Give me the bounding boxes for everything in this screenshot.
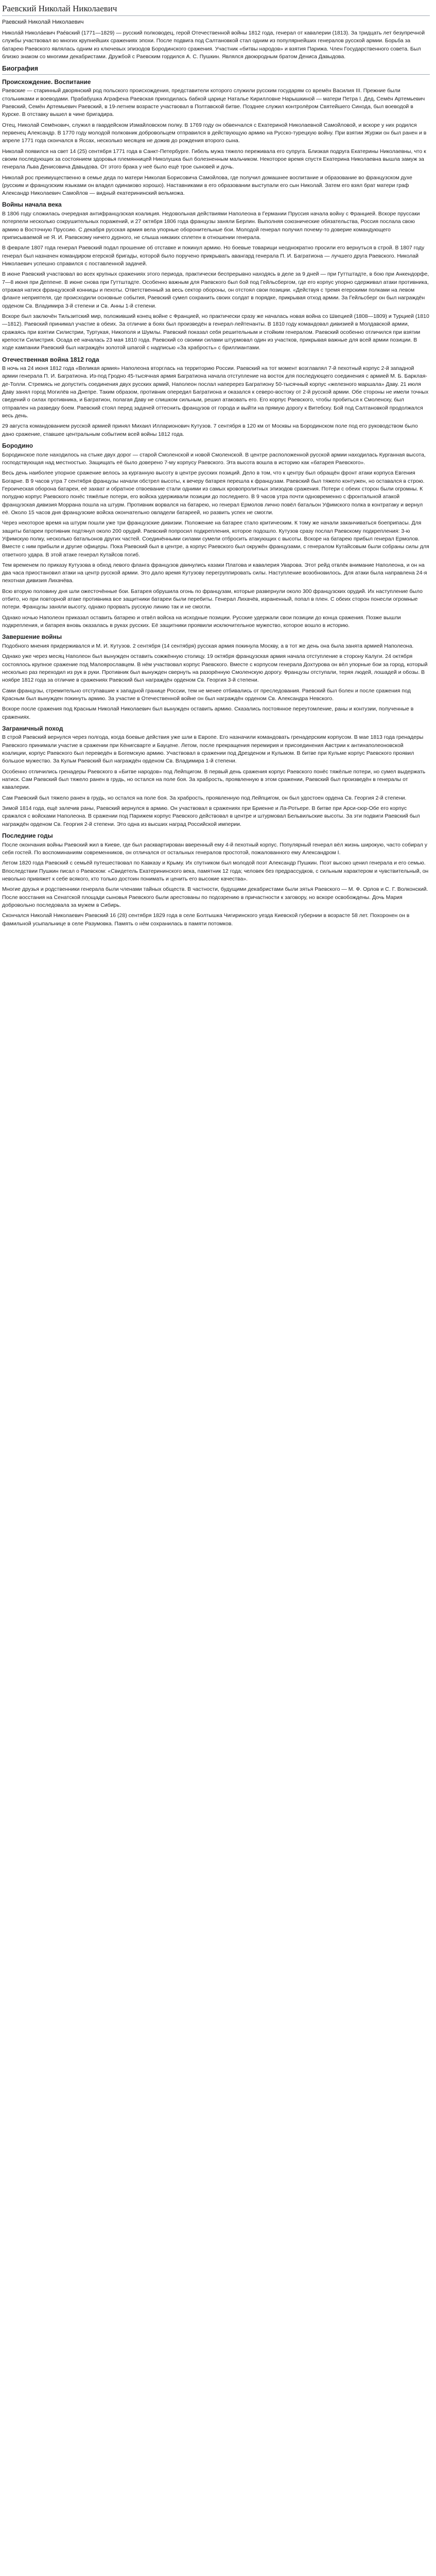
paragraph: В ночь на 24 июня 1812 года «Великая армия» Наполеона вторглась на территорию России. Раевский на тот момент возглавлял 7-й пехотный корпус 2-й западной армии генерала П. И. Багратиона. Из-под Гродно 45-тысячная армия Багратиона начала отступление на восток для последующего соединения с армией М. Б. Барклая-де-Толли. Стремясь не допустить соединения двух русских армий, Наполеон послал наперерез Багратиону 50-тысячный корпус «железного маршала» Даву. 21 июля Даву занял город Могилёв на Днепре. Таким образом, противник опередил Багратиона и оказался к северо-востоку от 2-й русской армии. Обе стороны не имели точных сведений о силах противника, и Багратион, полагая Даву не слишком сильным, решил атаковать его. Его корпус Раевского, чтобы пробиться к Смоленску, был отправлен на разведку боем. Раевский стоял перед задачей оттеснить французов от города и выйти на прямую дорогу к Витебску. Бой под Салтановкой продолжался весь день.	[2, 365, 429, 419]
paragraph: Сам Раевский был тяжело ранен в грудь, но остался на поле боя. За храбрость, проявленную под Лейпцигом, он был удостоен ордена Св. Георгия 2-й степени.	[2, 794, 407, 801]
section-heading-last-years: Последние годы	[2, 832, 53, 840]
paragraph: Отец, Николай Семёнович, служил в гвардейском Измайловском полку. В 1769 году он обвенчался с Екатериной Николаевной Самойловой, и вскоре у них родился первенец Александр. В 1770 году молодой полковник добровольцем отправился в действующую армию на Русско-турецкую войну. При взятии Журжи он был ранен и в апреле 1771 года скончался в Яссах, несколько месяцев не дожив до рождения второго сына.	[2, 122, 427, 144]
paragraph: Летом 1820 года Раевский с семьёй путешествовал по Кавказу и Крыму. Их спутником был молодой поэт Александр Пушкин. Поэт высоко ценил генерала и его семью. Впоследствии Пушкин писал о Раевском: «Свидетель Екатерининского века, памятник 12 года; человек без предрассудков, с сильным характером и чувствительный, он невольно привяжет к себе всякого, кто только достоин понимать и ценить его высокие качества».	[2, 860, 429, 882]
section-heading-origin: Происхождение. Воспитание	[2, 78, 91, 86]
paragraph: Подобного мнения придерживался и М. И. Кутузов. 2 сентября (14 сентября) русская армия покинула Москву, а в тот же день она была занята армией Наполеона.	[2, 642, 414, 649]
paragraph: Многие друзья и родственники генерала были членами тайных обществ. В частности, будущими декабристами были зятья Раевского — М. Ф. Орлов и С. Г. Волконский. После восстания на Сенатской площади сыновья Раевского были арестованы по подозрению в причастности к заговору, но вскоре освобождены. Дочь Мария добровольно последовала за мужем в Сибирь.	[2, 886, 428, 908]
paragraph: Весь день наиболее упорное сражение велось за курганную высоту в центре русских позиций. Дело в том, что к центру был обращён фронт атаки корпуса Евгения Богарне. В 9 часов утра 7 сентября французы начали обстрел высоты, к вечеру батарея перешла к французам. Раевский был тяжело контужен, но оставался в строю. Героическая оборона батареи, её захват и обратное отвоевание стали одними из самых кровопролитных эпизодов сражения. Потери с обеих сторон были огромны. К полудню корпус Раевского понёс тяжёлые потери, его войска удерживали позиции до последнего. В 9 часов утра почти одновременно с фронтальной атакой французская дивизия Моррана пошла на штурм. Противник ворвался на батарею, но генерал Ермолов лично повёл батальон Уфимского полка в контратаку и вернул её. Около 15 часов дня французские войска окончательно овладели батареей, но развить успех не смогли.	[2, 470, 425, 516]
paragraph: Вскоре был заключён Тильзитский мир, положивший конец войне с Францией, но практически сразу же началась новая война со Швецией (1808—1809) и Турцией (1810—1812). Раевский принимал участие в обеих. За отличие в боях был произведён в генерал-лейтенанты. В 1810 году командовал дивизией в Молдавской армии, сражаясь при взятии Силистрии, Туртукая, Никополя и Шумлы. Раевский показал себя решительным и стойким генералом. Раевский особенно отличился при взятии крепости Силистрия. Осада её началась 23 мая 1810 года. Раевский со своими силами штурмовал один из участков, прикрывая важные для всей армии позиции. В ходе кампании Раевский был награждён золотой шпагой с надписью «За храбрость» с бриллиантами.	[2, 313, 429, 351]
paragraph: Раевские — старинный дворянский род польского происхождения, представители которого служили русским государям со времён Василия III. Прежние были стольниками и воеводами. Прабабушка Аграфена Раевская приходилась бабкой царице Наталье Кирилловне Нарышкиной — матери Петра I. Дед, Семён Артемьевич Раевский, Семён Артемьевич Раевский, в 19-летнем возрасте участвовал в Полтавской битве. Позднее служил контролёром Святейшего Синода, был воеводой в Курске. В отставку вышел в чине бригадира.	[2, 88, 425, 118]
article-subtitle: Раевский Николай Николаевич	[2, 19, 84, 26]
paragraph: Однако уже через месяц Наполеон был вынужден оставить сожжённую столицу. 19 октября французская армия начала отступление в сторону Калуги. 24 октября состоялось крупное сражение под Малоярославцем. В нём участвовал корпус Раевского. Вместе с корпусом генерала Дохтурова он вёл упорные бои за город, который несколько раз переходил из рук в руки. Противник был вынужден свернуть на разорённую Смоленскую дорогу. Французы отступали, теряя людей, лошадей и обозы. В ноябре 1812 года за отличие в сражениях Раевский был награждён орденом Св. Георгия 3-й степени.	[2, 653, 428, 684]
paragraph: 29 августа командованием русской армией принял Михаил Илларионович Кутузов. 7 сентября в 120 км от Москвы на Бородинском поле под его руководством было дано сражение, ставшее центральным событием всей войны 1812 года.	[2, 423, 418, 437]
article-title: Раевский Николай Николаевич	[2, 3, 430, 16]
article-lead: Никола́й Никола́евич Рае́вский (1771—1829) — русский полководец, герой Отечественной войны 1812 года, генерал от кавалерии (1813). За тридцать лет безупречной службы участвовал во многих крупнейших сражениях эпохи. После подвига под Салтановкой стал одним из популярнейших генералов русской армии. Борьба за батарею Раевского являлась одним из ключевых эпизодов Бородинского сражения. Участник «битвы народов» и взятия Парижа. Член Государственного совета. Был близко знаком со многими декабристами. Дружбой с Раевским гордился А. С. Пушкин. Являлся двоюродным братом Дениса Давыдова.	[2, 30, 425, 60]
paragraph: Бородинское поле находилось на стыке двух дорог — старой Смоленской и новой Смоленской. В центре расположенной русской армии находилась Курганная высота, господствующая над местностью. Защищать её было доверено 7-му корпусу Раевского. Эта высота вошла в историю как «батарея Раевского».	[2, 451, 426, 466]
paragraph: В строй Раевский вернулся через полгода, когда боевые действия уже шли в Европе. Его назначили командовать гренадерским корпусом. В мае 1813 года гренадеры Раевского принимали участие в сражении при Кёнигсварте и Бауцене. Летом, после прекращения перемирия и присоединения Австрии к антинаполеоновской коалиции, корпус Раевского был переведён в Богемскую армию. Участвовал в сражении под Дрезденом и Кульмом. В битве при Кульме корпус Раевского проявил большое мужество. За Кульм Раевский был награждён орденом Св. Владимира 1-й степени.	[2, 734, 424, 765]
section-heading-early-war: Войны начала века	[2, 201, 62, 209]
paragraph: Тем временем по приказу Кутузова в обход левого фланга французов двинулись казаки Платова и кавалерия Уварова. Этот рейд отвлёк внимание Наполеона, и он на два часа приостановил атаки на центр русской армии. Это дало время Кутузову перегруппировать силы. Наступление возобновилось. Для атаки была направлена 24-я пехотная дивизия Лихачёва.	[2, 562, 427, 584]
paragraph: Николай появился на свет 14 (25) сентября 1771 года в Санкт-Петербурге. Гибель мужа тяжело переживала его супруга. Близкая подруга Екатерины Николаевны, что к своим последующих за состоянием здоровья племянницей Николушка был болезненным мальчиком. Некоторое время спустя Екатерина Николаевна вышла замуж за генерала Льва Денисовича Давыдова. От этого брака у неё было ещё трое сыновей и дочь.	[2, 148, 426, 171]
section-heading-borodino: Бородино	[2, 442, 33, 450]
paragraph: Скончался Николай Николаевич Раевский 16 (28) сентября 1829 года в селе Болтышка Чигиринского уезда Киевской губернии в возрасте 58 лет. Похоронен он в фамильной усыпальнице в селе Разумовка. Память о нём сохранилась в памяти потомков.	[2, 912, 410, 927]
paragraph: В 1806 году сложилась очередная антифранцузская коалиция. Недовольная действиями Наполеона в Германии Пруссия начала войну с Францией. Вскоре пруссаки потерпели несколько сокрушительных поражений, и 27 октября 1806 года французы заняли Берлин. Выполняя союзнические обязательства, Россия послала свою армию в Восточную Пруссию. С декабря русская армия вела упорные оборонительные бои. Молодой генерал получил почему-то доверие командующего приписываемой не Я. И. Раевскому ничего дурного, не слыша никаких сплетен в отношении генерала.	[2, 211, 420, 241]
paragraph: В феврале 1807 года генерал Раевский подал прошение об отставке и покинул армию. Но боевые товарищи неоднократно просили его вернуться в строй. В 1807 году генерал был назначен командиром егерской бригады, которой было поручено прикрывать авангард генерала П. И. Багратиона — лучшего друга Раевского. Николай Николаевич успешно справился с поставленной задачей.	[2, 245, 425, 267]
biography-heading: Биография	[2, 64, 430, 74]
section-heading-war-1812: Отечественная война 1812 года	[2, 355, 99, 363]
paragraph: Особенно отличились гренадеры Раевского в «Битве народов» под Лейпцигом. В первый день сражения корпус Раевского понёс тяжёлые потери, но сумел выдержать натиск. Сам Раевский был тяжело ранен в грудь, но остался на поле боя. За храбрость, проявленную в этом сражении, Раевский был произведён в генералы от кавалерии.	[2, 768, 426, 791]
section-heading-end-of-war: Завершение войны	[2, 633, 62, 641]
paragraph: Через некоторое время на штурм пошли уже три французские дивизии. Положение на батарее стало критическим. К тому же начали заканчиваться боеприпасы. Для защиты батареи противник подтянул около 200 орудий. Раевский попросил подкрепления, которое подошло. Кутузов сразу послал Раевскому подкрепления: 3-ю Уфимскую полку, несколько батальонов других частей. Соединёнными силами сумели отбросить атакующих с высоты. Вскоре на батарею прибыл генерал Ермолов. Вместе с ним прибыли и другие офицеры. Пока Раевский был в центре, а корпус Раевского был окружён французами, с генералом Кутайсовым были собраны силы для ответного удара. В этой атаке генерал Кутайсов погиб.	[2, 520, 429, 558]
paragraph: Сами французы, стремительно отступавшие к западной границе России, тем не менее отбивались от преследования. Раевский был болен и после сражения под Красным был вынужден покинуть армию. За участие в Отечественной войне он был награждён орденом Св. Александра Невского.	[2, 687, 411, 702]
paragraph: Вскоре после сражения под Красным Николай Николаевич был вынужден оставить армию. Сказались постоянное переутомление, раны и контузии, полученные в сражениях.	[2, 706, 414, 720]
paragraph: После окончания войны Раевский жил в Киеве, где был расквартирован вверенный ему 4-й пехотный корпус. Популярный генерал вёл жизнь широкую, часто собирал у себя гостей. По воспоминаниям современников, он отличался от остальных генералов простотой, пожалованного ему Александром I.	[2, 841, 427, 856]
paragraph: В июне Раевский участвовал во всех крупных сражениях этого периода, практически беспрерывно находясь в деле за 9 дней — при Гуттштадте, в бою при Анкендорфе, 7—8 июня при Деппене. В июне снова при Гуттштадте. Особенно важным для Раевского был бой под Гейльсбергом, где его корпус упорно сдерживал атаки противника, отражая натиск французской конницы и пехоты. Ответственный за весь сектор обороны, он отстоял свои позиции. «Действуя с тремя егерскими полками на левом фланге неприятеля, где происходили основные события, Раевский сумел сохранить своих солдат в порядке, прикрывая отход армии. За Гейльсберг он был награждён орденом Св. Владимира 3-й степени и Св. Анны 1-й степени.	[2, 271, 429, 309]
article-page	[0, 0, 432, 940]
section-heading-foreign-campaign: Заграничный поход	[2, 724, 63, 732]
paragraph: Николай рос преимущественно в семье деда по матери Николая Борисовича Самойлова, где получил домашнее воспитание и образование во французском духе (русским и французским языками он владел одинаково хорошо). Наставниками в его образовании выступали его сын Николай. Затем его взял брат матери граф Александр Николаевич Самойлов — видный екатерининский вельможа.	[2, 174, 412, 197]
paragraph: Однако ночью Наполеон приказал оставить батарею и отвёл войска на исходные позиции. Русские удержали свои позиции до конца сражения. Позже вышли подкрепления, и батарея вновь оказалась в руках русских. Её защитники проявили исключительное мужество, которое вошло в историю.	[2, 614, 401, 629]
paragraph: Зимой 1814 года, ещё залечив раны, Раевский вернулся в армию. Он участвовал в сражениях при Бриенне и Ла-Ротьере. В битве при Арси-сюр-Обе его корпус сражался с войсками Наполеона. В сражении под Парижем корпус Раевского действовал в центре и штурмовал Бельвильские высоты. За эти подвиги Раевский был награждён орденом Св. Георгия 2-й степени. Это одна из высших наград Российской империи.	[2, 805, 420, 827]
paragraph: Всю вторую половину дня шли ожесточённые бои. Батарея обрушила огонь по французам, которые развернули около 300 французских орудий. Их наступление было отбито, но при повторной атаке противника все защитники батареи были перебиты. Генерал Лихачёв, израненный, попал в плен. С обеих сторон понесли огромные потери. Французы заняли высоту, однако прорвать русскую линию так и не смогли.	[2, 588, 423, 611]
